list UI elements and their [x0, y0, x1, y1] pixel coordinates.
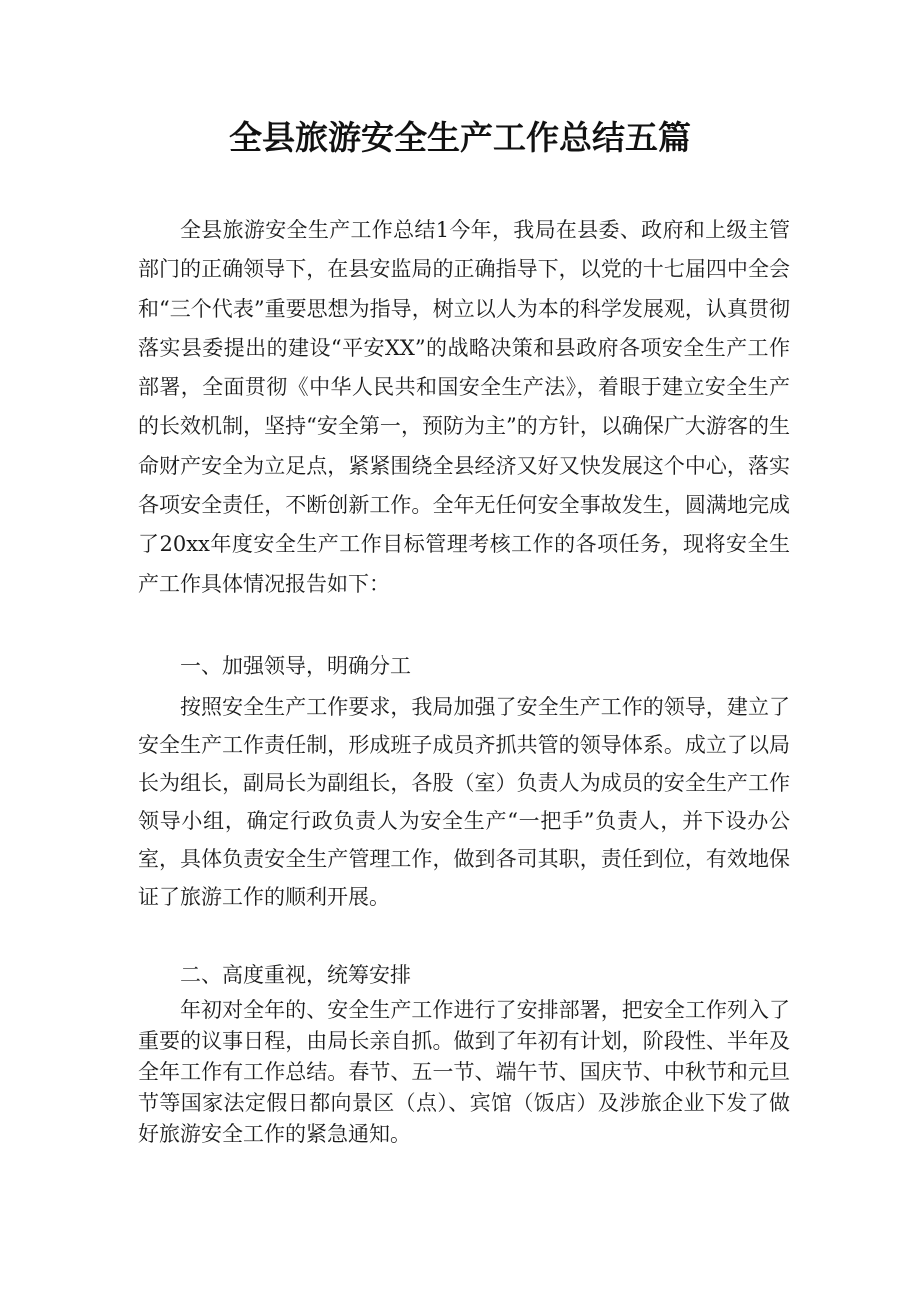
- section-heading-2: [138, 956, 790, 995]
- paragraph-text: 按照安全生产工作要求，我局加强了安全生产工作的领导，建立了安全生产工作责任制，形成班子成员齐抓共管的领导体系。成立了以局长为组长，副局长为副组长，各股（室）负责人为成员的安全生产工作领导小组，确定行政负责人为安全生产“一把手”负责人，并下设办公室，具体负责安全生产管理工作，做到各司其职，责任到位，有效地保证了旅游工作的顺利开展。: [138, 695, 790, 909]
- paragraph-intro: [138, 211, 790, 604]
- paragraph-section-1: [138, 688, 790, 916]
- paragraph-text: 全县旅游安全生产工作总结1今年，我局在县委、政府和上级主管部门的正确领导下，在县安监局的正确指导下，以党的十七届四中全会和“三个代表”重要思想为指导，树立以人为本的科学发展观，认真贯彻落实县委提出的建设“平安XX”的战略决策和县政府各项安全生产工作部署，全面贯彻《中华人民共和国安全生产法》，着眼于建立安全生产的长效机制，坚持“安全第一，预防为主”的方针，以确保广大游客的生命财产安全为立足点，紧紧围绕全县经济又好又快发展这个中心，落实各项安全责任，不断创新工作。全年无任何安全事故发生，圆满地完成了20xx年度安全生产工作目标管理考核工作的各项任务，现将安全生产工作具体情况报告如下：: [138, 218, 790, 596]
- heading-text: 一、加强领导，明确分工: [180, 654, 411, 678]
- paragraph-text: 年初对全年的、安全生产工作进行了安排部署，把安全工作列入了重要的议事日程，由局长亲自抓。做到了年初有计划，阶段性、半年及全年工作有工作总结。春节、五一节、端午节、国庆节、中秋节和元旦节等国家法定假日都向景区（点）、宾馆（饭店）及涉旅企业下发了做好旅游安全工作的紧急通知。: [138, 998, 790, 1146]
- paragraph-section-2: [138, 995, 790, 1150]
- heading-text: 二、高度重视，统筹安排: [180, 963, 411, 987]
- document-title: 全县旅游安全生产工作总结五篇: [229, 118, 691, 157]
- section-heading-1: [138, 647, 790, 686]
